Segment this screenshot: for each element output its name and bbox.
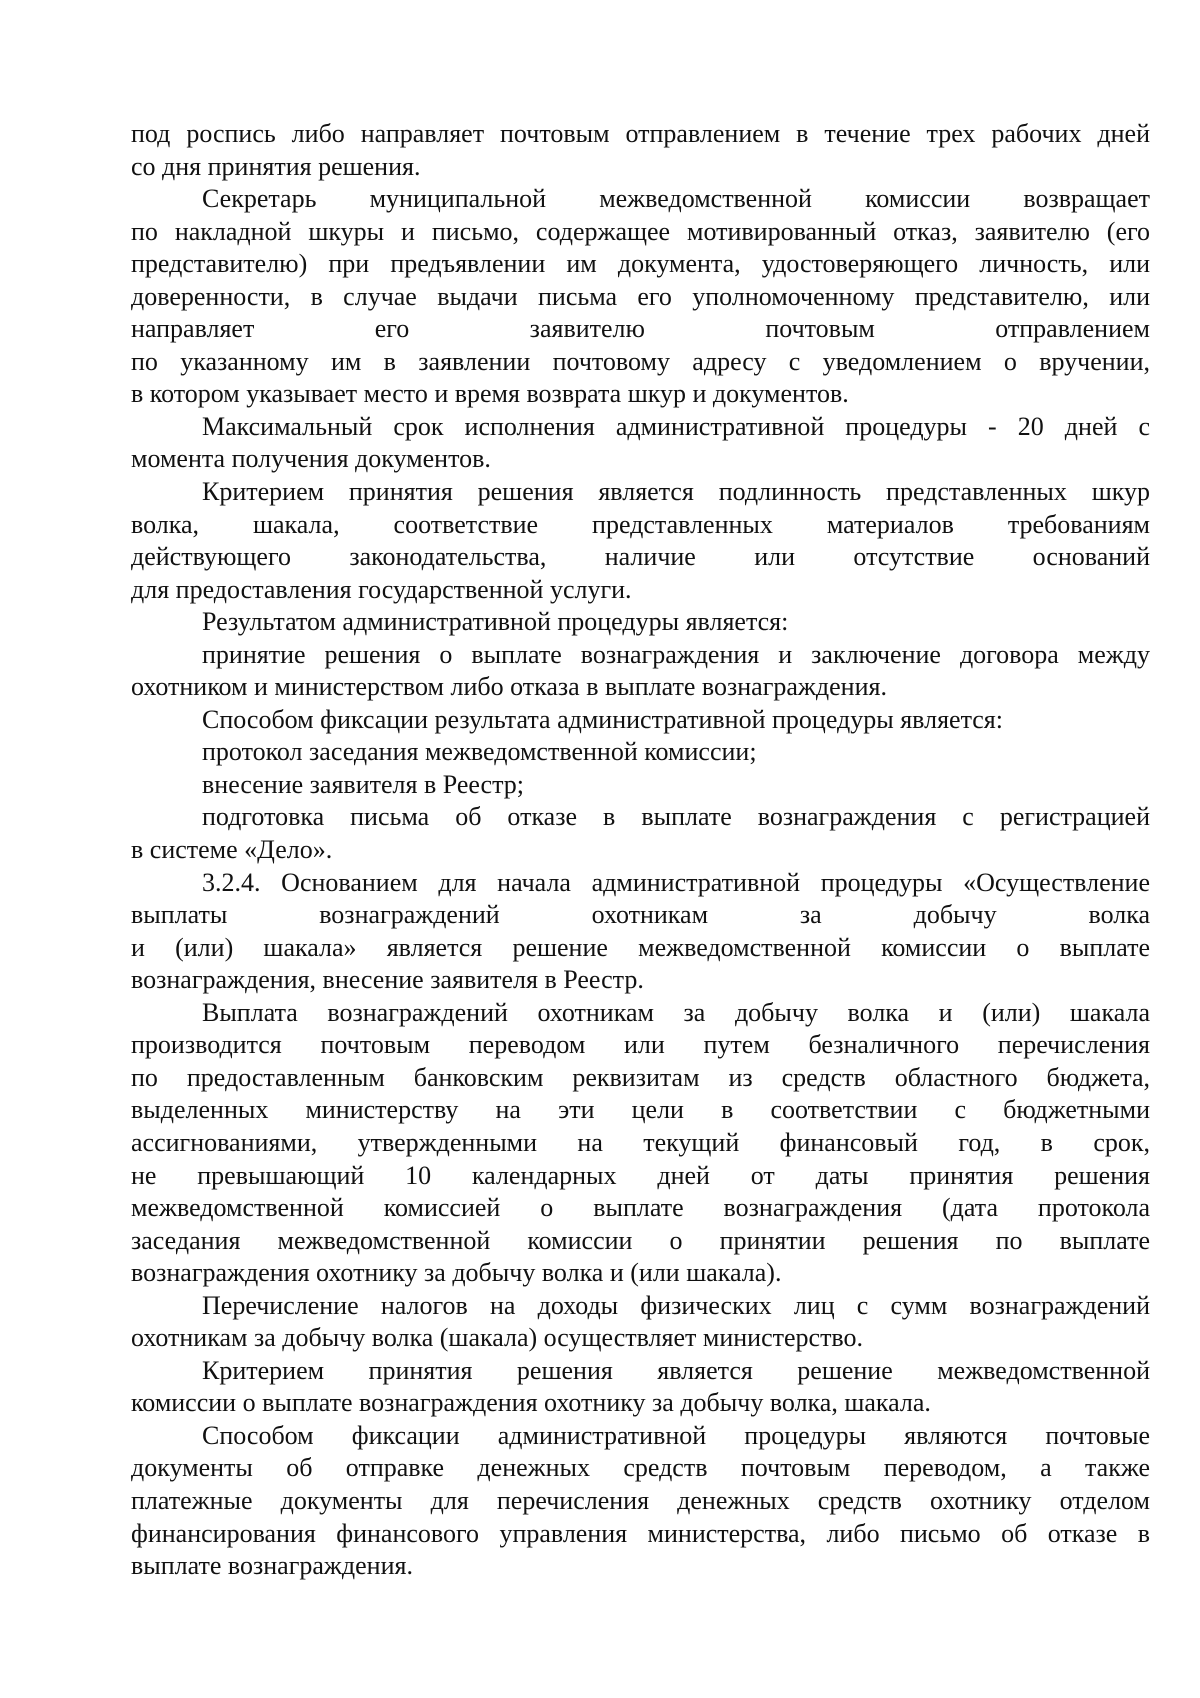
- text-line: Результатом административной процедуры является:: [202, 607, 789, 637]
- text-line: Перечисление налогов на доходы физических лиц с сумм вознаграждений: [202, 1290, 1150, 1320]
- text-line: финансирования финансового управления министерства, либо письмо об отказе в: [131, 1518, 1150, 1548]
- text-line: выплаты вознаграждений охотникам за добычу волка: [131, 900, 1150, 930]
- text-line: момента получения документов.: [131, 444, 491, 474]
- text-line: по накладной шкуры и письмо, содержащее мотивированный отказ, заявителю (его: [131, 216, 1150, 246]
- text-line: со дня принятия решения.: [131, 151, 421, 181]
- text-line: охотником и министерством либо отказа в выплате вознаграждения.: [131, 672, 887, 702]
- text-line: ассигнованиями, утвержденными на текущий финансовый год, в срок,: [131, 1127, 1150, 1157]
- document-body-text: [131, 118, 1150, 1583]
- text-line: межведомственной комиссией о выплате вознаграждения (дата протокола: [131, 1193, 1150, 1223]
- text-line: Максимальный срок исполнения административной процедуры - 20 дней с: [202, 411, 1150, 441]
- text-line: вознаграждения охотнику за добычу волка и (или шакала).: [131, 1258, 782, 1288]
- text-line: волка, шакала, соответствие представленных материалов требованиям: [131, 509, 1150, 539]
- text-line: выплате вознаграждения.: [131, 1551, 413, 1581]
- text-line: охотникам за добычу волка (шакала) осуществляет министерство.: [131, 1323, 864, 1353]
- text-line: для предоставления государственной услуги.: [131, 574, 632, 604]
- text-line: заседания межведомственной комиссии о принятии решения по выплате: [131, 1225, 1150, 1255]
- text-line: в котором указывает место и время возврата шкур и документов.: [131, 379, 849, 409]
- text-line: под роспись либо направляет почтовым отправлением в течение трех рабочих дней: [131, 119, 1150, 148]
- text-line: внесение заявителя в Реестр;: [202, 769, 525, 799]
- text-line: в системе «Дело».: [131, 835, 333, 865]
- text-line: направляет его заявителю почтовым отправлением: [131, 314, 1150, 344]
- text-line: Выплата вознаграждений охотникам за добычу волка и (или) шакала: [202, 997, 1150, 1027]
- text-line: представителю) при предъявлении им документа, удостоверяющего личность, или: [131, 249, 1150, 279]
- text-line: 3.2.4. Основанием для начала административной процедуры «Осуществление: [202, 867, 1150, 897]
- text-line: действующего законодательства, наличие или отсутствие оснований: [131, 542, 1150, 572]
- text-line: по указанному им в заявлении почтовому адресу с уведомлением о вручении,: [131, 346, 1150, 376]
- text-line: производится почтовым переводом или путем безналичного перечисления: [131, 1030, 1150, 1060]
- text-line: протокол заседания межведомственной комиссии;: [202, 737, 757, 767]
- text-line: комиссии о выплате вознаграждения охотнику за добычу волка, шакала.: [131, 1388, 931, 1418]
- text-line: и (или) шакала» является решение межведомственной комиссии о выплате: [131, 932, 1150, 962]
- text-line: доверенности, в случае выдачи письма его уполномоченному представителю, или: [131, 281, 1150, 311]
- text-line: подготовка письма об отказе в выплате вознаграждения с регистрацией: [202, 802, 1150, 832]
- text-line: Критерием принятия решения является подлинность представленных шкур: [202, 477, 1150, 507]
- text-line: документы об отправке денежных средств почтовым переводом, а также: [131, 1453, 1150, 1483]
- text-line: выделенных министерству на эти цели в соответствии с бюджетными: [131, 1095, 1150, 1125]
- text-line: по предоставленным банковским реквизитам из средств областного бюджета,: [131, 1062, 1150, 1092]
- text-line: Секретарь муниципальной межведомственной комиссии возвращает: [202, 184, 1150, 214]
- text-line: Способом фиксации результата административной процедуры является:: [202, 704, 1003, 734]
- text-line: не превышающий 10 календарных дней от даты принятия решения: [131, 1160, 1150, 1190]
- text-line: Критерием принятия решения является решение межведомственной: [202, 1355, 1150, 1385]
- text-line: принятие решения о выплате вознаграждения и заключение договора между: [202, 639, 1150, 669]
- text-line: Способом фиксации административной процедуры являются почтовые: [202, 1420, 1150, 1450]
- text-line: вознаграждения, внесение заявителя в Реестр.: [131, 965, 644, 995]
- text-line: платежные документы для перечисления денежных средств охотнику отделом: [131, 1485, 1150, 1515]
